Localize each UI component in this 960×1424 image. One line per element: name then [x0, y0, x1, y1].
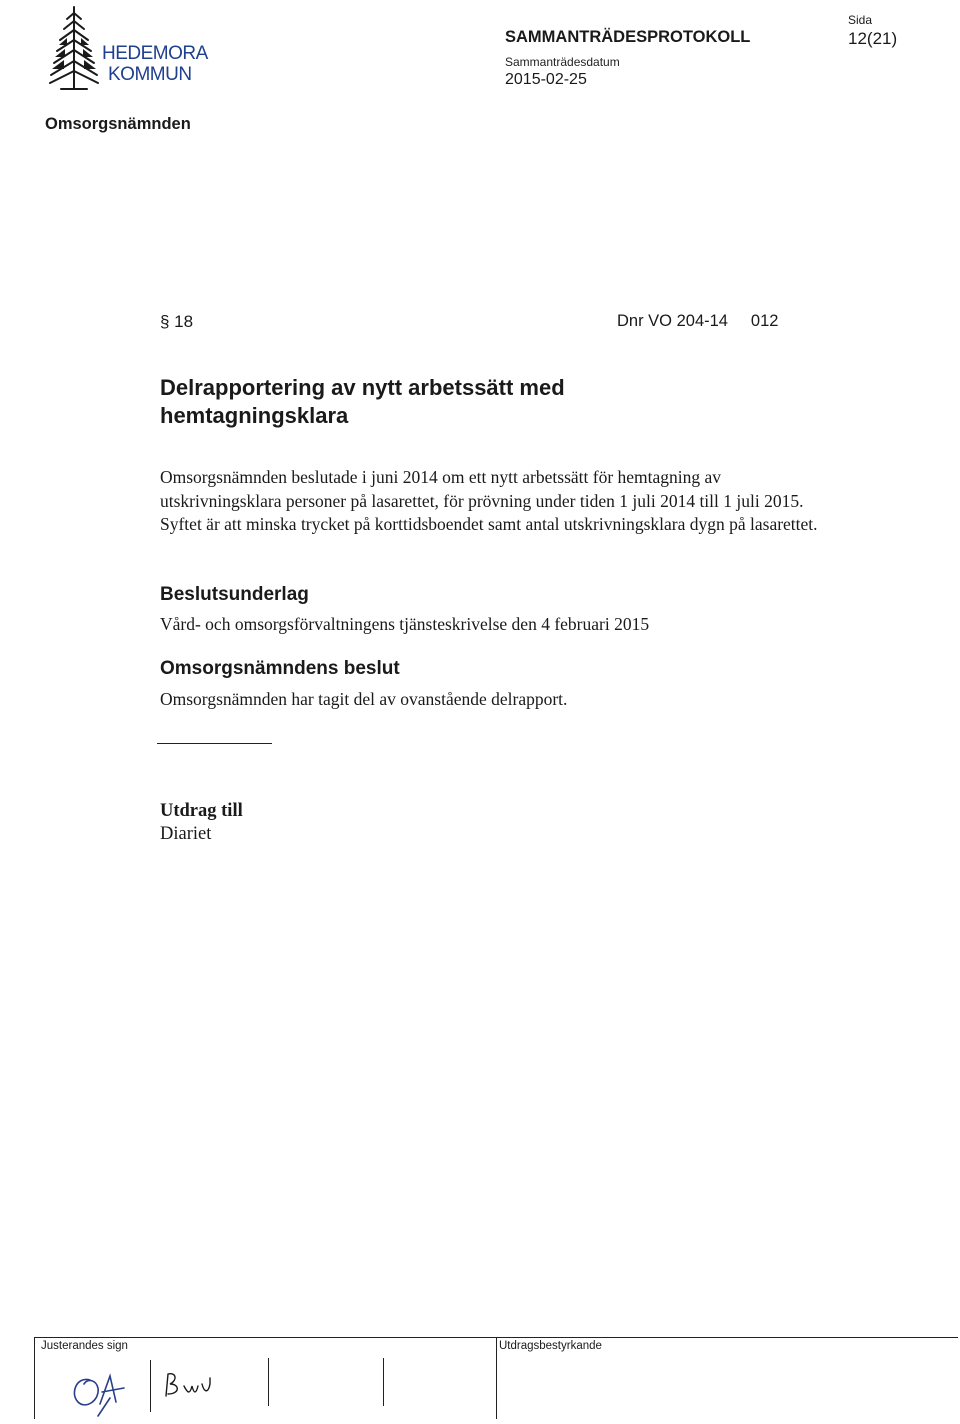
section-title: Delrapportering av nytt arbetssätt med hemtagningsklara	[160, 375, 565, 428]
spruce-tree-emblem-icon	[45, 5, 103, 95]
signature-box-divider	[383, 1358, 384, 1406]
registration-number: Dnr VO 204-14 012	[617, 312, 779, 330]
paragraph-number: § 18	[160, 312, 194, 331]
municipality-logo	[45, 5, 220, 95]
committee-name: Omsorgsnämnden	[45, 115, 191, 133]
section-body: Omsorgsnämnden beslutade i juni 2014 om ett nytt arbetssätt för hemtagning av utskrivningsklara personer på lasarettet, för prövning under tiden 1 juli 2014 till 1 juli 2015. Syftet är att minska trycket på korttidsboendet samt antal utskrivningsklara dygn på lasarettet.	[160, 467, 818, 534]
signature-box-divider	[268, 1358, 269, 1406]
footer-divider-mid	[496, 1337, 497, 1419]
decision-heading: Omsorgsnämndens beslut	[160, 658, 400, 679]
signature-1-icon	[58, 1358, 148, 1420]
decision-text: Omsorgsnämnden har tagit del av ovanstående delrapport.	[160, 689, 568, 709]
logo-line-2: KOMMUN	[108, 64, 192, 85]
divider	[157, 743, 272, 744]
distribution-item: Diariet	[160, 824, 212, 844]
extract-certification-label: Utdragsbestyrkande	[499, 1340, 602, 1352]
signature-box-divider	[150, 1360, 151, 1412]
page-number: 12(21)	[848, 29, 898, 48]
logo-line-1: HEDEMORA	[102, 43, 208, 64]
date-label: Sammanträdesdatum	[505, 55, 620, 69]
page-label: Sida	[848, 13, 873, 27]
basis-heading: Beslutsunderlag	[160, 584, 309, 605]
signature-2-icon	[160, 1366, 220, 1406]
basis-text: Vård- och omsorgsförvaltningens tjänsteskrivelse den 4 februari 2015	[160, 614, 650, 634]
meeting-date: 2015-02-25	[505, 71, 587, 88]
distribution-heading: Utdrag till	[160, 801, 243, 821]
adjusters-sign-label: Justerandes sign	[41, 1340, 128, 1352]
document-type: SAMMANTRÄDESPROTOKOLL	[505, 28, 751, 46]
footer-divider-left	[34, 1337, 35, 1419]
